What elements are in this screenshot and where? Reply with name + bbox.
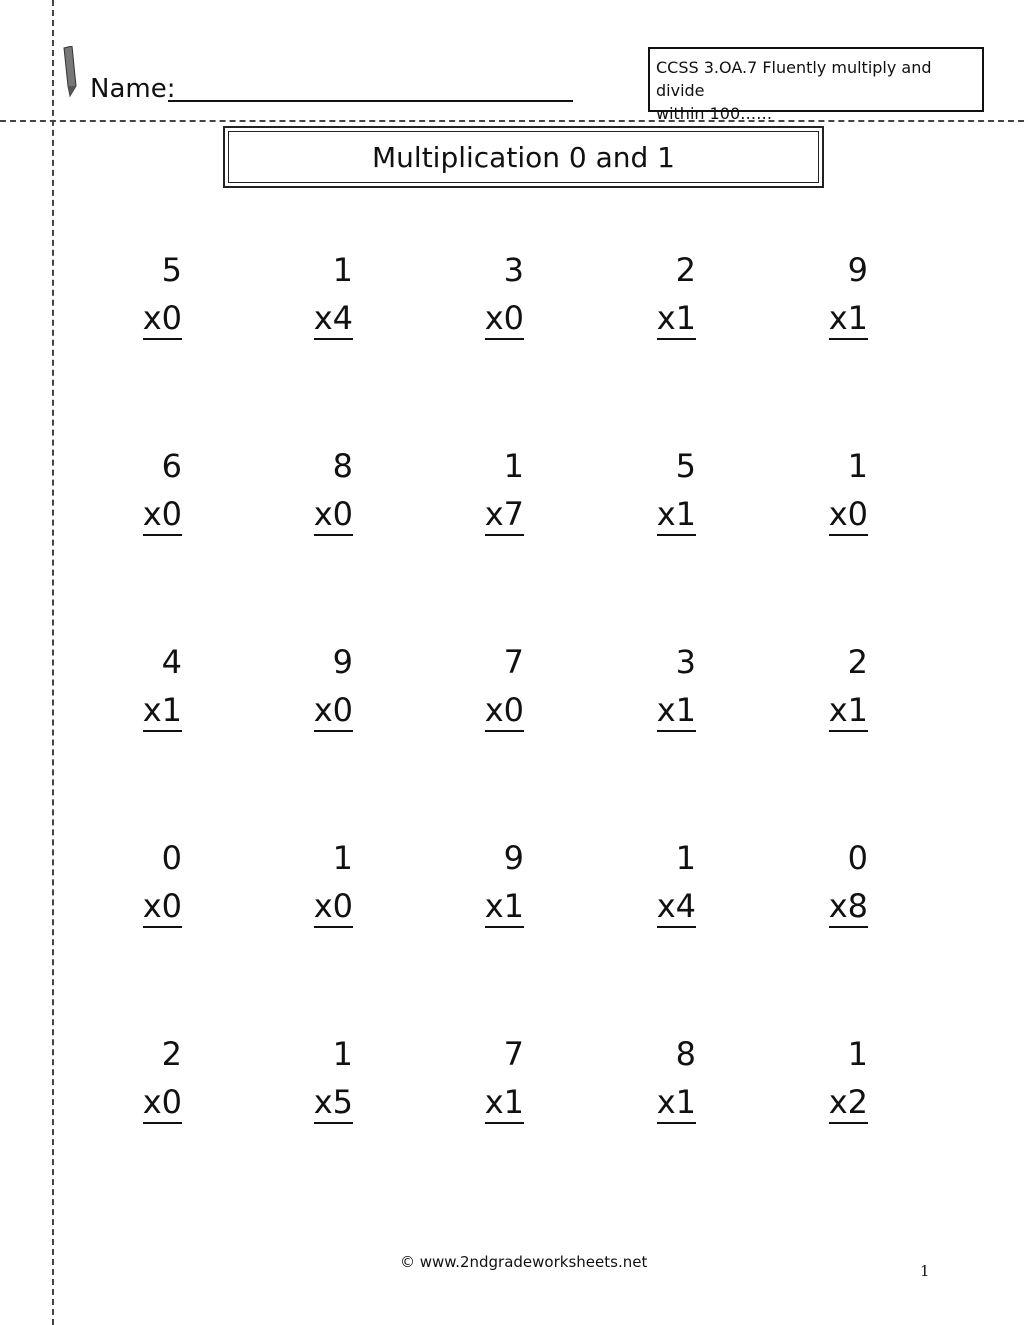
problem-multiplier — [758, 494, 868, 534]
problem-multiplier — [243, 494, 353, 534]
problem-item — [72, 446, 182, 556]
problem-top-number: 6 — [161, 447, 182, 485]
problem-multiplier-text: x0 — [485, 299, 524, 340]
problem-multiplier — [72, 494, 182, 534]
problem-multiplier-text: x1 — [143, 691, 182, 732]
problem-multiplier-text: x0 — [143, 495, 182, 536]
problem-multiplier — [586, 690, 696, 730]
problem-multiplier-text: x0 — [314, 887, 353, 928]
problem-top-number: 7 — [503, 1035, 524, 1073]
problem-top-number: 1 — [332, 1035, 353, 1073]
problem-top-number: 5 — [161, 251, 182, 289]
name-label: Name: — [90, 74, 176, 104]
problem-multiplier-text: x0 — [143, 1083, 182, 1124]
problem-multiplier — [72, 886, 182, 926]
problem-multiplier — [758, 690, 868, 730]
problem-item — [72, 642, 182, 752]
problem-top-number: 3 — [675, 643, 696, 681]
problem-top-number: 1 — [847, 447, 868, 485]
problem-multiplier-text: x0 — [485, 691, 524, 732]
problem-multiplier-text: x1 — [657, 691, 696, 732]
problem-top-number: 0 — [847, 839, 868, 877]
problem-multiplier — [72, 1082, 182, 1122]
problem-multiplier — [414, 298, 524, 338]
problem-top-number: 1 — [503, 447, 524, 485]
problem-top-number: 2 — [675, 251, 696, 289]
problem-item — [414, 250, 524, 360]
problem-item — [243, 1034, 353, 1144]
problem-item — [243, 446, 353, 556]
problem-multiplier — [758, 886, 868, 926]
problem-multiplier — [243, 886, 353, 926]
problem-item — [758, 250, 868, 360]
problem-multiplier-text: x4 — [314, 299, 353, 340]
problem-multiplier-text: x0 — [314, 495, 353, 536]
problem-multiplier-text: x1 — [657, 495, 696, 536]
problem-top-number: 8 — [332, 447, 353, 485]
problem-multiplier — [586, 1082, 696, 1122]
problem-multiplier — [243, 1082, 353, 1122]
standard-box — [648, 47, 984, 123]
problem-multiplier-text: x5 — [314, 1083, 353, 1124]
problem-top-number: 0 — [161, 839, 182, 877]
problem-top-number: 1 — [675, 839, 696, 877]
problem-item — [758, 838, 868, 948]
problem-item — [414, 1034, 524, 1144]
problem-top-number: 2 — [161, 1035, 182, 1073]
problem-multiplier-text: x1 — [485, 887, 524, 928]
problem-multiplier — [586, 886, 696, 926]
problem-multiplier-text: x0 — [143, 887, 182, 928]
problem-top-number: 8 — [675, 1035, 696, 1073]
problem-multiplier — [586, 494, 696, 534]
problem-multiplier — [414, 690, 524, 730]
problem-multiplier — [758, 1082, 868, 1122]
page-number: 1 — [920, 1262, 930, 1280]
problem-item — [758, 642, 868, 752]
problem-multiplier-text: x7 — [485, 495, 524, 536]
problem-item — [586, 642, 696, 752]
problem-item — [414, 838, 524, 948]
problem-top-number: 2 — [847, 643, 868, 681]
problem-item — [243, 838, 353, 948]
problem-multiplier — [72, 690, 182, 730]
problem-item — [243, 642, 353, 752]
standard-text-line2: within 100…… — [656, 104, 773, 123]
problem-top-number: 9 — [847, 251, 868, 289]
problem-multiplier — [243, 298, 353, 338]
problem-multiplier-text: x4 — [657, 887, 696, 928]
problem-top-number: 1 — [332, 251, 353, 289]
problem-top-number: 9 — [503, 839, 524, 877]
problem-item — [586, 838, 696, 948]
pencil-icon — [60, 46, 80, 98]
problem-top-number: 5 — [675, 447, 696, 485]
problem-item — [758, 1034, 868, 1144]
problem-multiplier-text: x1 — [657, 299, 696, 340]
problem-multiplier — [586, 298, 696, 338]
footer-copyright: © www.2ndgradeworksheets.net — [400, 1253, 648, 1271]
problem-multiplier-text: x1 — [829, 299, 868, 340]
problem-item — [243, 250, 353, 360]
problem-multiplier — [414, 494, 524, 534]
problem-item — [72, 250, 182, 360]
problem-item — [414, 446, 524, 556]
left-margin-dashed-line — [52, 0, 54, 1325]
problem-multiplier — [72, 298, 182, 338]
problem-multiplier-text: x1 — [657, 1083, 696, 1124]
page-title: Multiplication 0 and 1 — [228, 131, 819, 183]
problem-multiplier-text: x0 — [143, 299, 182, 340]
problem-item — [72, 1034, 182, 1144]
problem-multiplier-text: x8 — [829, 887, 868, 928]
problem-item — [414, 642, 524, 752]
problem-top-number: 9 — [332, 643, 353, 681]
problem-multiplier-text: x0 — [829, 495, 868, 536]
problem-multiplier — [758, 298, 868, 338]
problem-item — [586, 1034, 696, 1144]
problem-top-number: 7 — [503, 643, 524, 681]
problem-multiplier — [243, 690, 353, 730]
title-box — [223, 126, 824, 188]
problem-item — [72, 838, 182, 948]
problem-top-number: 3 — [503, 251, 524, 289]
problem-item — [758, 446, 868, 556]
standard-text-line1: CCSS 3.OA.7 Fluently multiply and divide — [656, 58, 932, 100]
problem-multiplier-text: x1 — [829, 691, 868, 732]
problem-top-number: 1 — [332, 839, 353, 877]
problem-multiplier-text: x0 — [314, 691, 353, 732]
problem-multiplier-text: x2 — [829, 1083, 868, 1124]
problem-item — [586, 446, 696, 556]
name-field[interactable] — [168, 100, 573, 102]
problem-top-number: 1 — [847, 1035, 868, 1073]
problem-multiplier — [414, 1082, 524, 1122]
problem-top-number: 4 — [161, 643, 182, 681]
problem-multiplier-text: x1 — [485, 1083, 524, 1124]
problem-item — [586, 250, 696, 360]
problem-multiplier — [414, 886, 524, 926]
